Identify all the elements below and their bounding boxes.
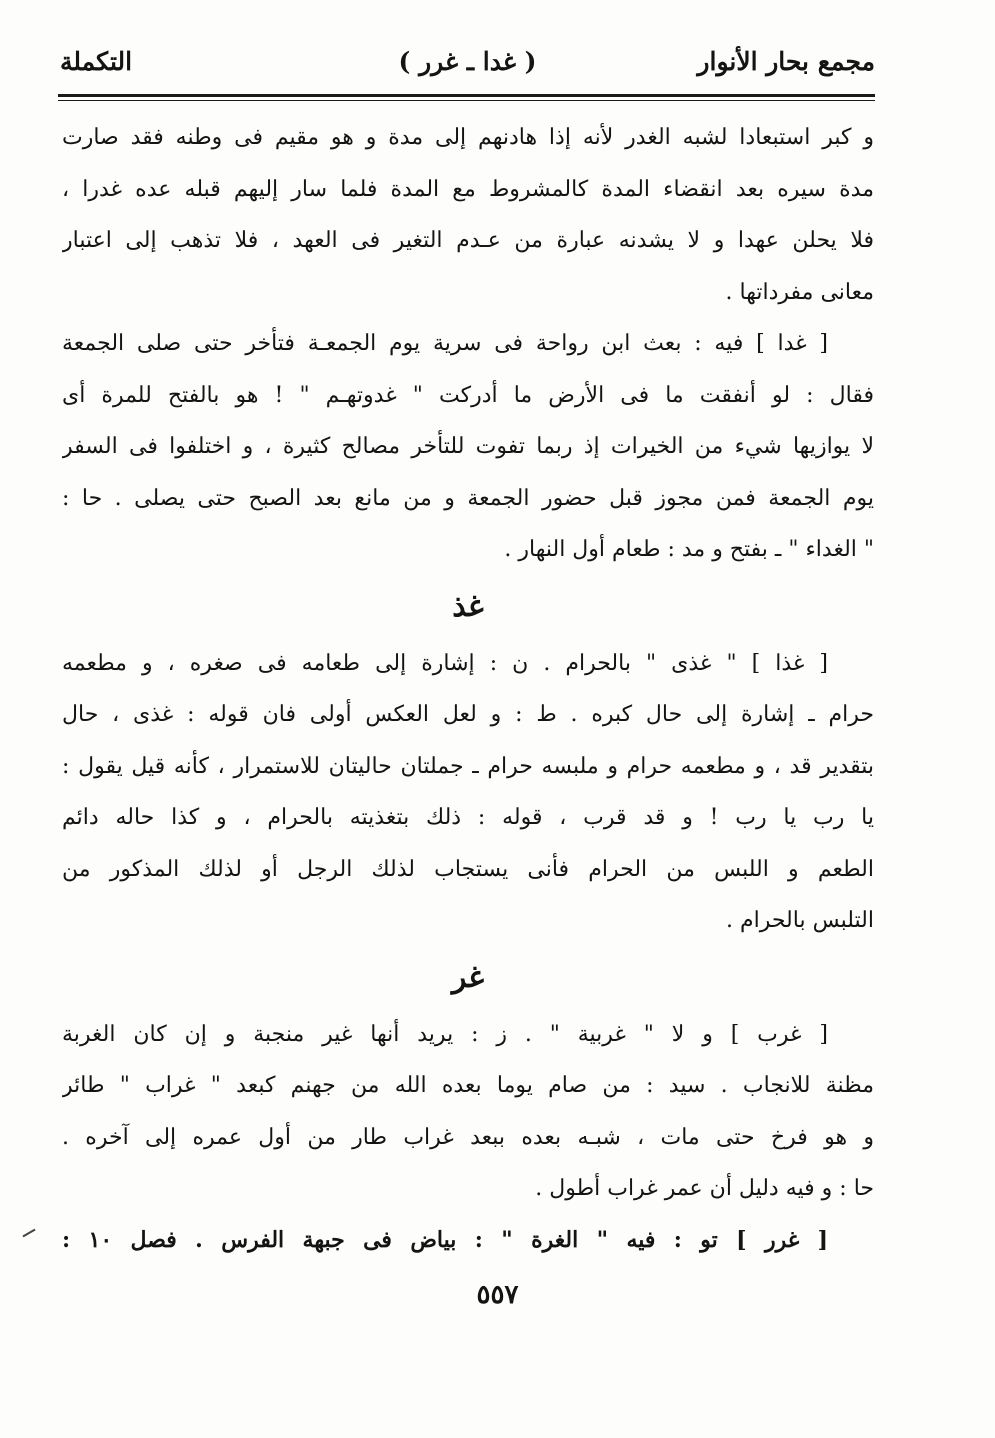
text-line: لا يوازيها شيء من الخيرات إذ ربما تفوت للتأخر مصالح كثيرة ، و اختلفوا فى السفر — [62, 434, 874, 459]
text-line: التلبس بالحرام . — [725, 908, 874, 933]
text-line: مدة سيره بعد انقضاء المدة كالمشروط مع المدة فلما سار إليهم قبله عده غدرا ، — [62, 176, 874, 202]
text-line: [ غرر ] تو : فيه " الغرة " : بياض فى جبهة الفرس . فصل ١٠ : — [62, 1226, 829, 1253]
running-header — [60, 42, 875, 88]
text-line: و كبر استبعادا لشبه الغدر لأنه إذا هادنهم إلى مدة و هو مقيم فى وطنه فقد صارت — [62, 125, 874, 150]
text-line: مظنة للانجاب . سيد : من صام يوما بعده الله من جهنم كبعد " غراب " طائر — [62, 1073, 874, 1098]
text-line: [ غدا ] فيه : بعث ابن رواحة فى سرية يوم الجمعـة فتأخر حتى صلى الجمعة — [62, 331, 828, 356]
header-rule-thick — [58, 94, 875, 97]
main-text — [62, 112, 874, 1266]
text-line: فقال : لو أنفقت ما فى الأرض ما أدركت " غدوتهـم " ! هو بالفتح للمرة أى — [62, 382, 874, 408]
entry-range: ( غدا ـ غرر ) — [398, 47, 537, 76]
header-rule-thin — [58, 100, 875, 101]
text-line: يا رب يا رب ! و قد قرب ، قوله : ذلك بتغذيته بالحرام ، و كذا حاله دائم — [62, 805, 874, 830]
margin-mark — [22, 1229, 35, 1238]
text-line: و هو فرخ حتى مات ، شبـه بعده ببعد غراب طار من أول عمره إلى آخره . — [62, 1124, 874, 1150]
text-line: فلا يحلن عهدا و لا يشدنه عبارة من عـدم التغير فى العهد ، فلا تذهب إلى اعتبار — [62, 228, 874, 253]
text-line: حا : و فيه دليل أن عمر غراب أطول . — [535, 1176, 874, 1201]
text-line: معانى مفرداتها . — [725, 279, 874, 305]
text-line: الطعم و اللبس من الحرام فأنى يستجاب لذلك الرجل أو لذلك المذكور من — [62, 856, 874, 882]
text-line: حرام ـ إشارة إلى حال كبره . ط : و لعل العكس أولى فان قوله : غذى ، حال — [62, 702, 874, 727]
text-line: " الغداء " ـ بفتح و مد : طعام أول النهار . — [504, 537, 874, 562]
section-title: التكملة — [60, 47, 133, 76]
book-title: مجمع بحار الأنوار — [697, 47, 875, 76]
text-line: [ غذا ] " غذى " بالحرام . ن : إشارة إلى طعامه فى صغره ، و مطعمه — [62, 650, 828, 676]
page-number: ٥٥٧ — [476, 1280, 519, 1310]
text-line: يوم الجمعة فمن مجوز قبل حضور الجمعة و من مانع بعد الصبح حتى يصلى . حا : — [62, 485, 874, 511]
section-heading: غذ — [452, 588, 484, 624]
text-line: بتقدير قد ، و مطعمه حرام و ملبسه حرام ـ جملتان حاليتان للاستمرار ، كأنه قيل يقول : — [62, 753, 874, 779]
text-line: [ غرب ] و لا " غربية " . ز : يريد أنها غير منجبة و إن كان الغربة — [62, 1021, 828, 1047]
section-heading: غر — [451, 959, 485, 995]
